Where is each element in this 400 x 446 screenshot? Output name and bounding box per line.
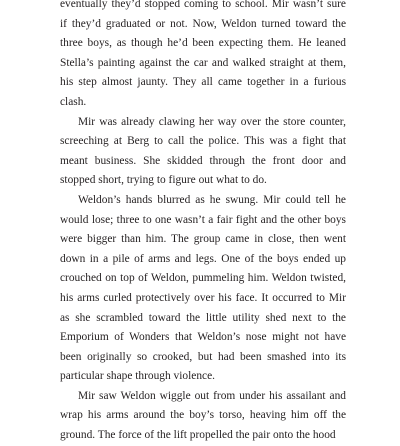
- paragraph-1: eventually they’d stopped coming to school. Mir wasn’t sure if they’d graduated or not. Now, Weldon turned toward the three boys, as though he’d been expecting them. He leaned Stella’s painting against the car and walked straight at them, his step almost jaunty. They all came together in a furious clash.: [60, 0, 346, 108]
- book-page: [60, 0, 346, 442]
- paragraph-4: Mir saw Weldon wiggle out from under his assailant and wrap his arms around the boy’s torso, heaving him off the ground. The force of the lift propelled the pair onto the hood: [60, 389, 346, 442]
- paragraph-2: Mir was already clawing her way over the store counter, screeching at Berg to call the police. This was a fight that meant business. She skidded through the front door and stopped short, trying to figure out what to do.: [60, 115, 346, 187]
- paragraph-3: Weldon’s hands blurred as he swung. Mir could tell he would lose; three to one wasn’t a fair fight and the other boys were bigger than him. The group came in close, then went down in a pile of arms and legs. One of the boys ended up crouched on top of Weldon, pummeling him. Weldon twisted, his arms curled protectively over his face. It occurred to Mir as she scrambled toward the little utility shed next to the Emporium of Wonders that Weldon’s nose might not have been originally so crooked, but had been smashed into its particular shape through violence.: [60, 193, 346, 383]
